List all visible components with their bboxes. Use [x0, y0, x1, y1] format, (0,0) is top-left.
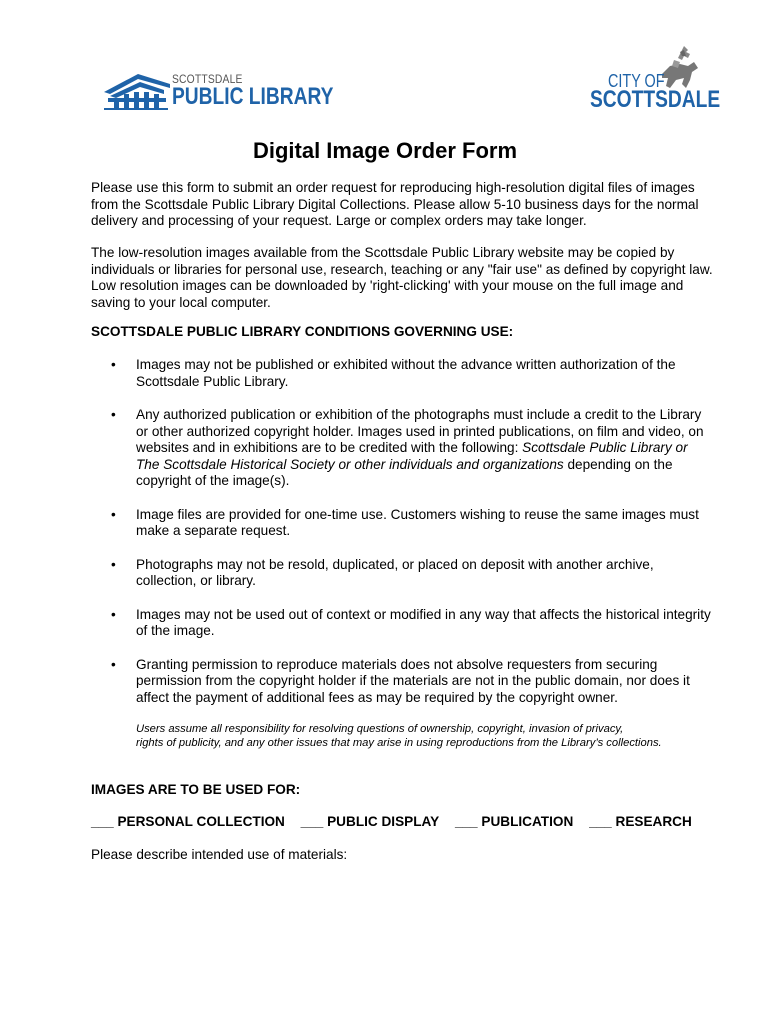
intro-paragraph-1: [91, 180, 716, 230]
intro-paragraph-1-text: Please use this form to submit an order request for reproducing high-resolution digital files of images from the Scottsdale Public Library Digital Collections. Please allow 5-10 business days for the normal delivery and processing of your request. Large or complex orders may take longer.: [91, 180, 699, 228]
usage-heading: IMAGES ARE TO BE USED FOR:: [91, 782, 301, 797]
library-logo: [104, 68, 334, 112]
intro-paragraph-2: [91, 245, 716, 311]
condition-text-part: Any authorized publication or exhibition of the photographs must include a credit to the Library or other authorized copyright holder. Images used in printed publications, on film and video, on websites and in exhibitions are to be credited with the following:: [136, 407, 704, 455]
responsibility-note-line: rights of publicity, and any other issues that may arise in using reproductions from the Library’s collections.: [136, 737, 662, 749]
city-logo-small-text: CITY OF: [608, 71, 665, 91]
bullet-icon: •: [111, 556, 116, 572]
city-logo-big-text: SCOTTSDALE: [590, 86, 721, 113]
city-logo: [586, 44, 721, 114]
condition-text: Photographs may not be resold, duplicated, or placed on deposit with another archive, collection, or library.: [136, 556, 654, 588]
condition-item: [91, 407, 711, 490]
library-building-icon: [104, 70, 170, 110]
conditions-list: [91, 357, 711, 706]
conditions-heading: SCOTTSDALE PUBLIC LIBRARY CONDITIONS GOVERNING USE:: [91, 324, 514, 339]
usage-option-publication[interactable]: ___ PUBLICATION: [454, 814, 574, 829]
bullet-icon: •: [111, 407, 116, 422]
page-title: Digital Image Order Form: [252, 138, 518, 163]
bullet-icon: •: [111, 506, 116, 522]
condition-item: [91, 607, 711, 640]
credit-line-text: Scottsdale Public Library or The Scottsdale Historical Society or other individuals and organizations: [136, 440, 688, 472]
condition-text: Images may not be used out of context or modified in any way that affects the historical integrity of the image.: [136, 606, 711, 638]
bullet-icon: •: [111, 606, 116, 622]
bullet-icon: •: [111, 357, 116, 372]
condition-text-part: depending on the copyright of the image(s).: [136, 456, 673, 488]
condition-text: Images may not be published or exhibited without the advance written authorization of the Scottsdale Public Library.: [136, 357, 676, 389]
condition-text: Granting permission to reproduce materials does not absolve requesters from securing permission from the copyright holder if the materials are not in the public domain, nor does it affect the payment of additional fees as may be required by the copyright owner.: [136, 656, 690, 705]
condition-item: [91, 657, 711, 707]
condition-text: [136, 407, 704, 488]
condition-item: [91, 557, 711, 590]
describe-use-label: Please describe intended use of materials:: [91, 847, 348, 862]
library-logo-big-text: PUBLIC LIBRARY: [172, 83, 334, 110]
responsibility-note-line: Users assume all responsibility for resolving questions of ownership, copyright, invasion of privacy,: [136, 723, 624, 735]
library-logo-small-text: SCOTTSDALE: [172, 72, 243, 86]
intro-paragraph-2-text: The low-resolution images available from the Scottsdale Public Library website may be copied by individuals or libraries for personal use, research, teaching or any "fair use" as defined by copyright law. Low resolution images can be downloaded by 'right-clicking' with your mouse on the full image and saving to your local computer.: [91, 245, 713, 310]
responsibility-note: [136, 722, 696, 750]
usage-option-public-display[interactable]: ___ PUBLIC DISPLAY: [300, 814, 440, 829]
usage-option-research[interactable]: ___ RESEARCH: [589, 814, 692, 829]
condition-item: [91, 507, 711, 540]
condition-item: [91, 357, 711, 390]
usage-options: [91, 814, 692, 831]
usage-option-personal-collection[interactable]: ___ PERSONAL COLLECTION: [91, 814, 285, 829]
bullet-icon: •: [111, 656, 116, 672]
condition-text: Image files are provided for one-time use. Customers wishing to reuse the same images must make a separate request.: [136, 506, 699, 538]
